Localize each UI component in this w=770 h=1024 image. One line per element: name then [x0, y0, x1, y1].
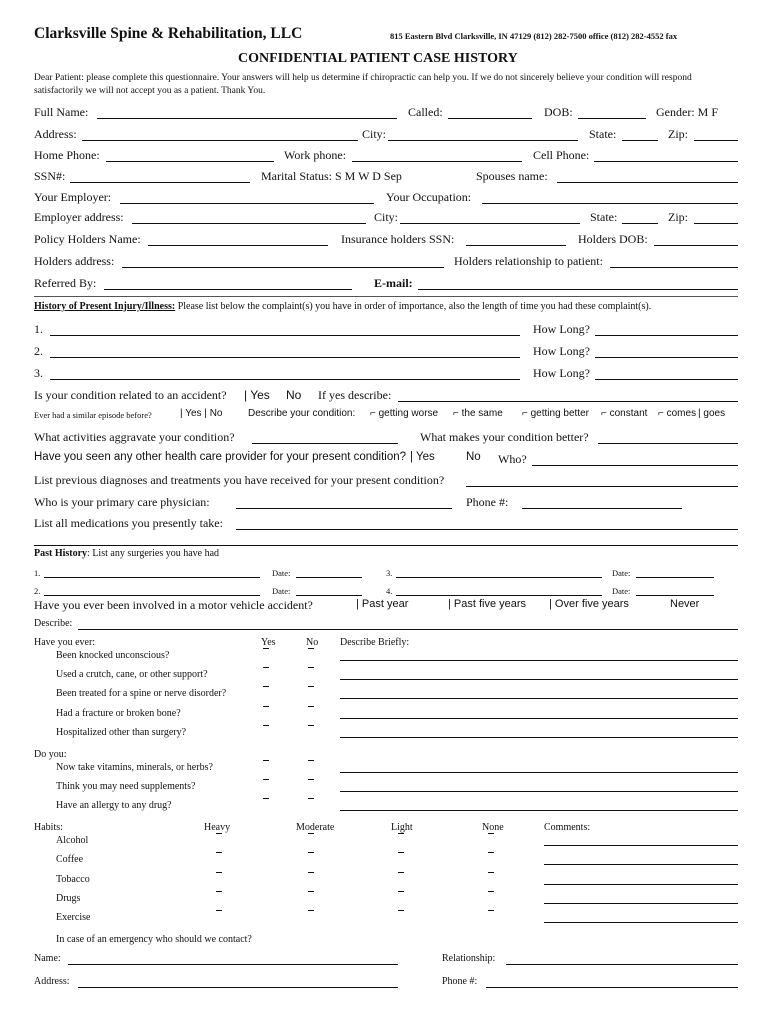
ever-item-yes-checkbox[interactable]	[263, 686, 269, 687]
habit-level-checkbox[interactable]	[398, 852, 404, 853]
complaint-2-label: 2.	[34, 344, 43, 358]
cell-phone-label: Cell Phone:	[533, 148, 590, 162]
condition-comes-option[interactable]: ⌐ comes	[658, 408, 697, 419]
employer-zip-label: Zip:	[668, 210, 688, 224]
cell-phone-field[interactable]	[594, 161, 738, 162]
ever-item-label: Been treated for a spine or nerve disorder?	[56, 688, 227, 699]
holders-address-label: Holders address:	[34, 254, 115, 268]
called-field[interactable]	[448, 118, 532, 119]
habit-comment-field[interactable]	[544, 884, 738, 885]
better-field[interactable]	[598, 443, 738, 444]
ever-item-describe-field[interactable]	[340, 737, 738, 738]
similar-episode-options[interactable]: | Yes | No	[180, 408, 223, 419]
occupation-field[interactable]	[482, 203, 738, 204]
condition-same-label: the same	[461, 408, 503, 419]
ever-item-yes-checkbox[interactable]	[263, 667, 269, 668]
marital-status[interactable]: Marital Status: S M W D Sep	[261, 169, 402, 183]
condition-better-label: getting better	[530, 408, 589, 419]
how-long-3-field[interactable]	[595, 379, 738, 380]
complaint-1-label: 1.	[34, 322, 43, 336]
habit-level-checkbox[interactable]	[488, 833, 494, 834]
employer-city-label: City:	[374, 210, 399, 224]
do-item-describe-field[interactable]	[340, 772, 738, 773]
condition-goes-label: goes	[703, 408, 726, 419]
do-item-no-checkbox[interactable]	[308, 760, 314, 761]
occupation-label: Your Occupation:	[386, 190, 472, 204]
present-history-instructions: Please list below the complaint(s) you have in order of importance, also the length of time you had these complaint(s).	[175, 301, 652, 312]
state-label: State:	[589, 127, 617, 141]
habit-level-checkbox[interactable]	[398, 891, 404, 892]
accident-no-option[interactable]: No	[286, 388, 302, 402]
clinic-contact: 815 Eastern Blvd Clarksville, IN 47129 (812) 282-7500 office (812) 282-4552 fax	[390, 31, 678, 41]
better-label: What makes your condition better?	[420, 430, 589, 444]
referred-by-label: Referred By:	[34, 276, 97, 290]
surgery-3-label: 3.	[386, 568, 393, 578]
how-long-2-field[interactable]	[595, 357, 738, 358]
how-long-1-field[interactable]	[595, 335, 738, 336]
emergency-phone-label: Phone #:	[442, 976, 478, 987]
who-field[interactable]	[532, 465, 738, 466]
condition-same-option[interactable]: ⌐ the same	[453, 408, 503, 419]
surgery-4-label: 4.	[386, 586, 393, 596]
medications-field[interactable]	[236, 529, 738, 530]
do-item-label: Now take vitamins, minerals, or herbs?	[56, 762, 213, 773]
surgery-2-date-label: Date:	[272, 586, 291, 596]
yes-column-label: Yes	[261, 637, 276, 648]
ever-item-no-checkbox[interactable]	[308, 648, 314, 649]
past-history-instructions: : List any surgeries you have had	[87, 548, 220, 559]
holders-relationship-field[interactable]	[610, 267, 738, 268]
spouses-name-field[interactable]	[557, 182, 738, 183]
past-history-heading	[34, 548, 219, 559]
mva-past-year-option[interactable]: | Past year	[356, 598, 409, 610]
ever-item-label: Had a fracture or broken bone?	[56, 708, 181, 719]
surgery-3-date-field[interactable]	[636, 577, 714, 578]
condition-worse-label: getting worse	[378, 408, 439, 419]
surgery-1-label: 1.	[34, 568, 41, 578]
condition-better-option[interactable]: ⌐ getting better	[522, 408, 589, 419]
full-name-label: Full Name:	[34, 105, 89, 119]
address-field[interactable]	[82, 140, 358, 141]
other-provider-yes-label: Yes	[415, 451, 435, 463]
do-item-describe-field[interactable]	[340, 810, 738, 811]
ever-item-yes-checkbox[interactable]	[263, 725, 269, 726]
employer-address-field[interactable]	[132, 223, 366, 224]
habit-level-checkbox[interactable]	[488, 852, 494, 853]
ever-item-label: Been knocked unconscious?	[56, 650, 170, 661]
home-phone-label: Home Phone:	[34, 148, 100, 162]
ever-item-describe-field[interactable]	[340, 718, 738, 719]
habit-level-checkbox[interactable]	[308, 891, 314, 892]
pcp-phone-label: Phone #:	[466, 495, 509, 509]
emergency-relationship-field[interactable]	[506, 964, 738, 965]
emergency-name-field[interactable]	[68, 964, 398, 965]
holders-relationship-label: Holders relationship to patient:	[454, 254, 603, 268]
habit-comment-field[interactable]	[544, 903, 738, 904]
present-history-heading	[34, 301, 651, 312]
complaint-3-label: 3.	[34, 366, 43, 380]
habit-level-checkbox[interactable]	[398, 910, 404, 911]
surgery-3-field[interactable]	[396, 577, 602, 578]
home-phone-field[interactable]	[106, 161, 274, 162]
habit-col-comments: Comments:	[544, 822, 591, 833]
medications-label: List all medications you presently take:	[34, 516, 223, 530]
form-title: CONFIDENTIAL PATIENT CASE HISTORY	[238, 51, 518, 66]
zip-field[interactable]	[694, 140, 738, 141]
habit-item-label: Drugs	[56, 893, 81, 904]
habit-level-checkbox[interactable]	[216, 833, 222, 834]
aggravate-field[interactable]	[252, 443, 398, 444]
email-label: E-mail:	[374, 276, 413, 290]
habit-col-moderate: Moderate	[296, 822, 335, 833]
habit-item-label: Tobacco	[56, 874, 90, 885]
employer-city-field[interactable]	[400, 223, 580, 224]
how-long-3-label: How Long?	[533, 366, 590, 380]
gender-label: Gender: M F	[656, 105, 718, 119]
do-item-label: Think you may need supplements?	[56, 781, 196, 792]
habit-level-checkbox[interactable]	[488, 891, 494, 892]
ever-item-describe-field[interactable]	[340, 679, 738, 680]
do-item-no-checkbox[interactable]	[308, 779, 314, 780]
employer-zip-field[interactable]	[694, 223, 738, 224]
surgery-2-date-field[interactable]	[296, 595, 362, 596]
clinic-name: Clarksville Spine & Rehabilitation, LLC	[34, 25, 303, 42]
dob-field[interactable]	[578, 118, 646, 119]
describe-briefly-label: Describe Briefly:	[340, 637, 410, 648]
habits-label: Habits:	[34, 822, 63, 833]
surgery-3-date-label: Date:	[612, 568, 631, 578]
policy-holder-label: Policy Holders Name:	[34, 232, 141, 246]
habit-col-none: None	[482, 822, 504, 833]
condition-constant-label: constant	[609, 408, 648, 419]
how-long-2-label: How Long?	[533, 344, 590, 358]
habit-item-label: Exercise	[56, 912, 91, 923]
habit-level-checkbox[interactable]	[308, 852, 314, 853]
mva-describe-field[interactable]	[78, 629, 738, 630]
ssn-field[interactable]	[70, 182, 250, 183]
surgery-1-field[interactable]	[44, 577, 260, 578]
condition-goes-option[interactable]: | goes	[698, 408, 726, 419]
work-phone-label: Work phone:	[284, 148, 347, 162]
habit-item-label: Alcohol	[56, 835, 89, 846]
employer-field[interactable]	[120, 203, 374, 204]
do-item-yes-checkbox[interactable]	[263, 779, 269, 780]
pcp-phone-field[interactable]	[522, 508, 682, 509]
condition-worse-option[interactable]: ⌐ getting worse	[370, 408, 439, 419]
habit-level-checkbox[interactable]	[488, 910, 494, 911]
accident-describe-field[interactable]	[398, 401, 738, 402]
holders-dob-label: Holders DOB:	[578, 232, 648, 246]
ever-item-no-checkbox[interactable]	[308, 667, 314, 668]
ever-item-label: Hospitalized other than surgery?	[56, 727, 187, 738]
mva-over-five-label: Over five years	[554, 598, 629, 610]
address-label: Address:	[34, 127, 77, 141]
mva-question: Have you ever been involved in a motor vehicle accident?	[34, 598, 313, 612]
ever-item-label: Used a crutch, cane, or other support?	[56, 669, 208, 680]
dob-label: DOB:	[544, 105, 573, 119]
ever-item-yes-checkbox[interactable]	[263, 648, 269, 649]
do-you-label: Do you:	[34, 749, 67, 760]
accident-question: Is your condition related to an accident?	[34, 388, 227, 402]
complaint-1-field[interactable]	[50, 335, 520, 336]
habit-level-checkbox[interactable]	[308, 910, 314, 911]
policy-holder-field[interactable]	[148, 245, 328, 246]
habit-comment-field[interactable]	[544, 864, 738, 865]
similar-episode-question: Ever had a similar episode before?	[34, 410, 152, 420]
called-label: Called:	[408, 105, 443, 119]
how-long-1-label: How Long?	[533, 322, 590, 336]
pcp-field[interactable]	[236, 508, 452, 509]
insurance-ssn-label: Insurance holders SSN:	[341, 232, 455, 246]
present-history-title: History of Present Injury/Illness:	[34, 301, 176, 312]
accident-yes-label: Yes	[250, 388, 270, 402]
habit-col-light: Light	[391, 822, 413, 833]
employer-address-label: Employer address:	[34, 210, 124, 224]
mva-over-five-option[interactable]: | Over five years	[549, 598, 629, 610]
other-provider-yes-option[interactable]: | Yes	[410, 451, 435, 463]
emergency-contact-label: In case of an emergency who should we contact?	[56, 934, 252, 945]
emergency-address-field[interactable]	[78, 987, 398, 988]
full-name-field[interactable]	[97, 118, 397, 119]
ssn-label: SSN#:	[34, 169, 66, 183]
ever-item-no-checkbox[interactable]	[308, 706, 314, 707]
do-item-label: Have an allergy to any drug?	[56, 800, 172, 811]
employer-state-field[interactable]	[622, 223, 658, 224]
surgery-4-field[interactable]	[396, 595, 602, 596]
surgery-2-field[interactable]	[44, 595, 260, 596]
prev-diagnoses-label: List previous diagnoses and treatments you have received for your present condition?	[34, 473, 445, 487]
medications-field-2[interactable]	[34, 545, 738, 546]
who-label: Who?	[498, 452, 527, 466]
employer-label: Your Employer:	[34, 190, 112, 204]
other-provider-question: Have you seen any other health care provider for your present condition?	[34, 451, 407, 463]
referred-by-field[interactable]	[104, 289, 352, 290]
habit-level-checkbox[interactable]	[308, 833, 314, 834]
accident-yes-option[interactable]: | Yes	[244, 388, 270, 402]
city-field[interactable]	[388, 140, 578, 141]
holders-address-field[interactable]	[122, 267, 444, 268]
surgery-1-date-field[interactable]	[296, 577, 362, 578]
habit-level-checkbox[interactable]	[488, 872, 494, 873]
complaint-3-field[interactable]	[50, 379, 520, 380]
condition-constant-option[interactable]: ⌐ constant	[601, 408, 648, 419]
emergency-phone-field[interactable]	[486, 987, 738, 988]
emergency-address-label: Address:	[34, 976, 70, 987]
habit-level-checkbox[interactable]	[216, 891, 222, 892]
ever-item-describe-field[interactable]	[340, 698, 738, 699]
surgery-1-date-label: Date:	[272, 568, 291, 578]
surgery-2-label: 2.	[34, 586, 41, 596]
intro-line-1: Dear Patient: please complete this questionnaire. Your answers will help us determine if chiropractic can help you. If we do not sincerely believe your condition will respond	[34, 73, 692, 83]
habit-level-checkbox[interactable]	[216, 872, 222, 873]
surgery-4-date-label: Date:	[612, 586, 631, 596]
habit-col-heavy: Heavy	[204, 822, 231, 833]
surgery-4-date-field[interactable]	[636, 595, 714, 596]
accident-describe-label: If yes describe:	[318, 388, 392, 402]
section-divider	[34, 296, 738, 297]
zip-label: Zip:	[668, 127, 688, 141]
habit-level-checkbox[interactable]	[216, 852, 222, 853]
pcp-label: Who is your primary care physician:	[34, 495, 210, 509]
do-item-yes-checkbox[interactable]	[263, 798, 269, 799]
habit-level-checkbox[interactable]	[398, 833, 404, 834]
mva-describe-label: Describe:	[34, 618, 73, 629]
have-you-ever-label: Have you ever:	[34, 637, 96, 648]
insurance-ssn-field[interactable]	[466, 245, 566, 246]
mva-past-five-option[interactable]: | Past five years	[448, 598, 527, 610]
habit-comment-field[interactable]	[544, 922, 738, 923]
mva-never-option[interactable]: Never	[670, 598, 700, 610]
intro-line-2: satisfactorily we will not accept you as a patient. Thank You.	[34, 86, 266, 96]
past-history-title: Past History	[34, 548, 88, 559]
similar-yes-label: Yes	[185, 408, 202, 419]
habit-level-checkbox[interactable]	[308, 872, 314, 873]
prev-diagnoses-field[interactable]	[466, 486, 738, 487]
do-item-yes-checkbox[interactable]	[263, 760, 269, 761]
mva-past-year-label: Past year	[361, 598, 409, 610]
ever-item-no-checkbox[interactable]	[308, 725, 314, 726]
do-item-describe-field[interactable]	[340, 791, 738, 792]
email-field[interactable]	[418, 289, 738, 290]
complaint-2-field[interactable]	[50, 357, 520, 358]
condition-comes-label: comes	[666, 408, 697, 419]
habit-level-checkbox[interactable]	[216, 910, 222, 911]
emergency-name-label: Name:	[34, 953, 61, 964]
mva-past-five-label: Past five years	[453, 598, 527, 610]
work-phone-field[interactable]	[352, 161, 522, 162]
employer-state-label: State:	[590, 210, 618, 224]
other-provider-no-option[interactable]: No	[466, 451, 481, 463]
describe-condition-label: Describe your condition:	[248, 408, 356, 419]
similar-no-label: No	[209, 408, 223, 419]
no-column-label: No	[306, 637, 319, 648]
habit-comment-field[interactable]	[544, 845, 738, 846]
ever-item-describe-field[interactable]	[340, 660, 738, 661]
ever-item-no-checkbox[interactable]	[308, 686, 314, 687]
holders-dob-field[interactable]	[654, 245, 738, 246]
ever-item-yes-checkbox[interactable]	[263, 706, 269, 707]
aggravate-label: What activities aggravate your condition?	[34, 430, 235, 444]
city-label: City:	[362, 127, 387, 141]
do-item-no-checkbox[interactable]	[308, 798, 314, 799]
habit-item-label: Coffee	[56, 854, 84, 865]
habit-level-checkbox[interactable]	[398, 872, 404, 873]
spouses-name-label: Spouses name:	[476, 169, 548, 183]
emergency-relationship-label: Relationship:	[442, 953, 496, 964]
state-field[interactable]	[622, 140, 658, 141]
